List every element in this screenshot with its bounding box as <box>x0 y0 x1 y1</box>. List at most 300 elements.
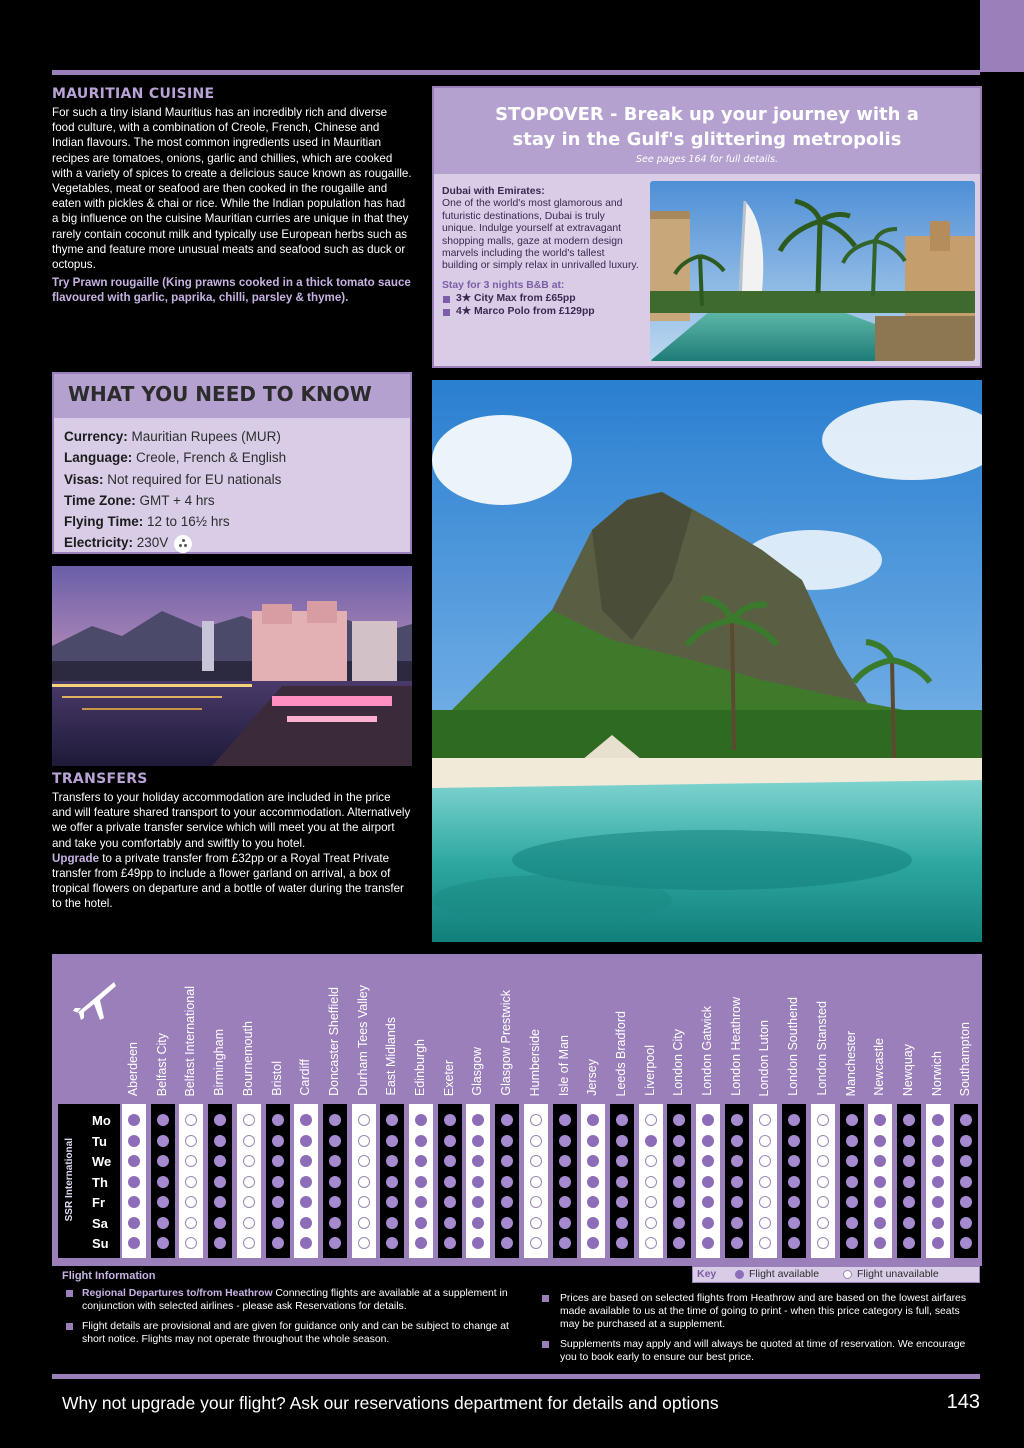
flight-available-icon <box>874 1196 886 1208</box>
airport-label: Southampton <box>958 1021 973 1096</box>
flight-available-icon <box>300 1196 312 1208</box>
flight-unavailable-icon <box>358 1114 370 1126</box>
flight-unavailable-icon <box>645 1217 657 1229</box>
le-morne-beach-photo <box>432 380 982 942</box>
pricing-notes <box>540 1292 980 1371</box>
airport-column <box>266 1104 290 1258</box>
key-available-label: Flight available <box>749 1268 820 1280</box>
flight-available-icon <box>559 1217 571 1229</box>
day-label: Sa <box>92 1215 108 1231</box>
airport-label: Cardiff <box>298 1059 313 1096</box>
key-unavailable-label: Flight unavailable <box>857 1268 939 1280</box>
airport-label: Newquay <box>900 1043 915 1096</box>
airport-label: Belfast International <box>183 985 198 1096</box>
airport-label: London Luton <box>757 1019 772 1096</box>
transfers-title: TRANSFERS <box>52 771 148 787</box>
cuisine-try-text: Try Prawn rougaille (King prawns cooked in a thick tomato sauce flavoured with garlic, paprika, chilli, parsley & thyme). <box>52 276 411 305</box>
flight-available-icon <box>214 1176 226 1188</box>
flight-unavailable-icon <box>358 1217 370 1229</box>
flight-unavailable-icon <box>530 1237 542 1249</box>
flight-unavailable-icon <box>185 1114 197 1126</box>
port-louis-night-photo <box>52 566 412 766</box>
flight-unavailable-icon <box>817 1114 829 1126</box>
airport-column <box>179 1104 203 1258</box>
flight-available-icon <box>559 1155 571 1167</box>
flight-unavailable-icon <box>185 1196 197 1208</box>
footer-upgrade-text: Why not upgrade your flight? Ask our reservations department for details and options <box>62 1393 719 1413</box>
flight-available-icon <box>329 1176 341 1188</box>
day-column <box>58 1104 120 1258</box>
flight-unavailable-icon <box>530 1135 542 1147</box>
need-to-know-list <box>54 418 410 554</box>
flight-unavailable-icon <box>358 1135 370 1147</box>
flight-available-icon <box>903 1237 915 1249</box>
airplane-icon <box>70 974 120 1024</box>
flight-available-icon <box>415 1217 427 1229</box>
flight-available-icon <box>128 1176 140 1188</box>
upgrade-text: to a private transfer from £32pp or a Royal Treat Private transfer from £49pp to include a flower garland on arrival, a box of tropical flowers on departure and a bottle of water during the transfer to the hotel. <box>52 851 404 911</box>
flight-unavailable-icon <box>243 1196 255 1208</box>
dubai-photo <box>650 181 975 361</box>
flight-available-icon <box>673 1217 685 1229</box>
flight-unavailable-icon <box>817 1196 829 1208</box>
regional-label: Regional Departures to/from Heathrow <box>82 1288 273 1299</box>
airport-label: Edinburgh <box>413 1039 427 1096</box>
airport-column <box>294 1104 318 1258</box>
airport-label: London Gatwick <box>700 1006 714 1096</box>
flight-available-icon <box>846 1237 858 1249</box>
flight-available-icon <box>472 1217 484 1229</box>
flight-available-icon <box>157 1114 169 1126</box>
flight-info-title: Flight Information <box>62 1270 156 1282</box>
flight-available-icon <box>846 1217 858 1229</box>
flight-unavailable-icon <box>243 1155 255 1167</box>
electricity-label: Electricity: <box>64 535 134 551</box>
flight-available-icon <box>157 1176 169 1188</box>
currency-value: Mauritian Rupees (MUR) <box>127 429 281 444</box>
stopover-stay-label: Stay for 3 nights B&B at: <box>442 279 565 291</box>
transfers-section <box>52 771 412 912</box>
flight-available-icon <box>329 1196 341 1208</box>
flight-unavailable-icon <box>817 1155 829 1167</box>
flight-available-icon <box>846 1114 858 1126</box>
airport-column <box>667 1104 691 1258</box>
flight-available-icon <box>587 1176 599 1188</box>
flight-available-icon <box>616 1196 628 1208</box>
airport-label: London Heathrow <box>728 997 743 1096</box>
flight-available-icon <box>903 1217 915 1229</box>
flight-available-icon <box>702 1135 714 1147</box>
flight-available-icon <box>444 1155 456 1167</box>
time-zone-row <box>64 490 410 511</box>
flight-unavailable-icon <box>530 1176 542 1188</box>
airport-label: Norwich <box>929 1050 944 1096</box>
flight-unavailable-icon <box>185 1135 197 1147</box>
flight-available-icon <box>788 1135 800 1147</box>
flight-available-icon <box>128 1114 140 1126</box>
flight-unavailable-icon <box>243 1176 255 1188</box>
flight-available-icon <box>932 1135 944 1147</box>
airport-column <box>352 1104 376 1258</box>
flight-available-icon <box>272 1196 284 1208</box>
airport-column <box>208 1104 232 1258</box>
airport-label: Bristol <box>269 1061 284 1096</box>
airport-column <box>897 1104 921 1258</box>
flight-unavailable-icon <box>645 1155 657 1167</box>
flight-available-icon <box>903 1114 915 1126</box>
page-number: 143 <box>946 1391 980 1413</box>
airport-column <box>696 1104 720 1258</box>
day-label: Mo <box>92 1113 111 1128</box>
airport-label: Glasgow <box>470 1047 485 1096</box>
stopover-options <box>442 293 640 318</box>
airport-label: Humberside <box>527 1028 542 1096</box>
airport-label: Exeter <box>441 1059 456 1096</box>
flight-unavailable-icon <box>817 1237 829 1249</box>
flight-available-icon <box>702 1217 714 1229</box>
flight-available-icon <box>472 1176 484 1188</box>
flight-available-icon <box>272 1135 284 1147</box>
airport-column <box>438 1104 462 1258</box>
flight-available-icon <box>501 1237 513 1249</box>
airport-column <box>237 1104 261 1258</box>
flight-available-icon <box>587 1217 599 1229</box>
flight-available-icon <box>501 1176 513 1188</box>
top-divider <box>52 70 980 75</box>
flight-unavailable-icon <box>759 1176 771 1188</box>
airport-column <box>122 1104 146 1258</box>
flight-available-icon <box>788 1196 800 1208</box>
flight-available-icon <box>673 1237 685 1249</box>
flight-available-icon <box>960 1237 972 1249</box>
transfers-body: Transfers to your holiday accommodation are included in the price and will feature shared transport to your accommodation. Alternatively we offer a private transfer service which will meet you at the airport and take you comfortably and swiftly to you hotel. <box>52 791 411 850</box>
airport-label: London Southend <box>786 997 801 1096</box>
page-tab <box>980 0 1024 72</box>
flight-available-icon <box>616 1176 628 1188</box>
flight-available-icon <box>386 1155 398 1167</box>
flight-available-icon <box>616 1217 628 1229</box>
flight-available-icon <box>214 1196 226 1208</box>
flight-available-icon <box>272 1176 284 1188</box>
flight-unavailable-icon <box>530 1196 542 1208</box>
flight-available-icon <box>960 1114 972 1126</box>
flight-available-icon <box>329 1135 341 1147</box>
flight-available-icon <box>128 1237 140 1249</box>
airport-column <box>466 1104 490 1258</box>
flight-available-icon <box>214 1135 226 1147</box>
flight-unavailable-icon <box>645 1176 657 1188</box>
flight-available-icon <box>415 1155 427 1167</box>
flight-available-icon <box>157 1155 169 1167</box>
flight-available-icon <box>157 1237 169 1249</box>
electricity-row <box>64 532 410 553</box>
flight-available-icon <box>415 1176 427 1188</box>
airport-label: Bournemouth <box>240 1020 255 1096</box>
flight-available-icon <box>731 1217 743 1229</box>
flight-available-icon <box>731 1114 743 1126</box>
language-value: Creole, French & English <box>132 450 287 466</box>
flight-available-icon <box>444 1217 456 1229</box>
flight-available-icon <box>128 1217 140 1229</box>
airport-label: Durham Tees Valley <box>355 985 370 1096</box>
language-row <box>64 447 410 468</box>
flight-available-icon <box>702 1237 714 1249</box>
flight-available-icon <box>616 1135 628 1147</box>
flight-availability-table <box>52 954 982 1266</box>
flight-unavailable-icon <box>243 1237 255 1249</box>
flight-available-icon <box>501 1135 513 1147</box>
airport-column <box>610 1104 634 1258</box>
transfers-upgrade <box>52 851 412 912</box>
flight-available-icon <box>128 1155 140 1167</box>
flight-available-icon <box>903 1176 915 1188</box>
flight-unavailable-icon <box>358 1196 370 1208</box>
airport-column <box>409 1104 433 1258</box>
flight-available-icon <box>846 1176 858 1188</box>
flight-available-icon <box>874 1176 886 1188</box>
visas-value: Not required for EU nationals <box>103 471 282 487</box>
flight-information <box>62 1270 512 1353</box>
flight-available-icon <box>444 1237 456 1249</box>
airport-column <box>380 1104 404 1258</box>
flight-available-icon <box>731 1237 743 1249</box>
electricity-value: 230V <box>133 535 169 551</box>
flight-unavailable-icon <box>759 1237 771 1249</box>
flight-unavailable-icon <box>645 1196 657 1208</box>
airport-column <box>954 1104 978 1258</box>
flight-available-icon <box>559 1176 571 1188</box>
day-label: Fr <box>92 1195 105 1210</box>
airport-label: Aberdeen <box>126 1041 140 1096</box>
flight-available-icon <box>386 1135 398 1147</box>
flight-available-icon <box>874 1217 886 1229</box>
stopover-box <box>432 86 982 368</box>
flight-available-icon <box>903 1135 915 1147</box>
flight-available-icon <box>932 1114 944 1126</box>
flight-available-icon <box>587 1135 599 1147</box>
flight-available-icon <box>932 1217 944 1229</box>
flight-available-icon <box>587 1155 599 1167</box>
flight-available-icon <box>472 1237 484 1249</box>
airport-column <box>524 1104 548 1258</box>
airport-column <box>553 1104 577 1258</box>
need-to-know-box <box>52 372 412 554</box>
stopover-option: 3★ City Max from £65pp <box>442 293 640 305</box>
flight-available-icon <box>559 1196 571 1208</box>
time-zone-label: Time Zone: <box>64 492 136 508</box>
flight-available-icon <box>444 1135 456 1147</box>
flight-available-icon <box>788 1155 800 1167</box>
flight-available-icon <box>673 1155 685 1167</box>
flight-available-icon <box>874 1155 886 1167</box>
flight-available-icon <box>501 1155 513 1167</box>
need-to-know-title: WHAT YOU NEED TO KNOW <box>54 374 410 418</box>
airport-label: Birmingham <box>212 1029 227 1096</box>
ssr-international-label: SSR International <box>64 1138 75 1222</box>
airport-label: Leeds Bradford <box>613 1010 628 1096</box>
visas-label: Visas: <box>64 471 104 487</box>
flight-unavailable-icon <box>817 1135 829 1147</box>
flight-unavailable-icon <box>645 1114 657 1126</box>
flight-available-icon <box>932 1176 944 1188</box>
flight-available-icon <box>214 1155 226 1167</box>
airport-column <box>840 1104 864 1258</box>
upgrade-label: Upgrade <box>52 851 100 865</box>
flight-available-icon <box>587 1196 599 1208</box>
flight-available-icon <box>587 1114 599 1126</box>
airport-column <box>782 1104 806 1258</box>
stopover-details <box>442 186 640 318</box>
airport-column <box>151 1104 175 1258</box>
flight-available-icon <box>673 1135 685 1147</box>
flight-available-icon <box>960 1196 972 1208</box>
regional-text: Connecting flights are available at a supplement in conjunction with selected airlines - please ask Reservations for details. <box>82 1288 508 1312</box>
airport-column <box>725 1104 749 1258</box>
flight-available-icon <box>903 1196 915 1208</box>
flight-available-icon <box>960 1217 972 1229</box>
flight-available-icon <box>214 1237 226 1249</box>
flight-available-icon <box>157 1217 169 1229</box>
flight-available-icon <box>903 1155 915 1167</box>
flight-unavailable-icon <box>358 1176 370 1188</box>
flight-available-icon <box>472 1196 484 1208</box>
flight-available-icon <box>616 1155 628 1167</box>
flight-available-icon <box>415 1135 427 1147</box>
visas-row <box>64 469 410 490</box>
flight-unavailable-icon <box>645 1237 657 1249</box>
flight-available-icon <box>735 1270 744 1279</box>
flying-time-value: 12 to 16½ hrs <box>143 514 230 530</box>
cuisine-section <box>52 86 412 306</box>
flight-available-icon <box>386 1114 398 1126</box>
airport-column <box>323 1104 347 1258</box>
flight-available-icon <box>501 1114 513 1126</box>
flight-available-icon <box>559 1237 571 1249</box>
flight-unavailable-icon <box>243 1135 255 1147</box>
flight-available-icon <box>559 1135 571 1147</box>
flight-available-icon <box>960 1135 972 1147</box>
flight-available-icon <box>444 1176 456 1188</box>
flight-available-icon <box>300 1217 312 1229</box>
flight-available-icon <box>415 1114 427 1126</box>
flight-available-icon <box>300 1135 312 1147</box>
key-title: Key <box>697 1268 717 1280</box>
flight-unavailable-icon <box>185 1176 197 1188</box>
flight-available-icon <box>329 1114 341 1126</box>
airport-column <box>495 1104 519 1258</box>
flight-available-icon <box>214 1217 226 1229</box>
flight-unavailable-icon <box>358 1155 370 1167</box>
airport-label: Jersey <box>585 1059 600 1096</box>
flight-available-icon <box>932 1237 944 1249</box>
flight-available-icon <box>128 1135 140 1147</box>
currency-row <box>64 426 410 447</box>
flight-available-icon <box>846 1135 858 1147</box>
cuisine-body: For such a tiny island Mauritius has an incredibly rich and diverse food culture, with a combination of Creole, French, Chinese and Indian flavours. The most common ingredients used in Mauritian recipes are tomatoes, onions, garlic and chillies, which are cooked with a variety of spices to create a delicious sauce known as rougaille. Vegetables, meat or seafood are then cooked in the rougaille and eaten with pickles & chai or rice. While the Indian population has had a big influence on the cuisine Mauritian curries are unique in that they rarely contain coconut milk and typically use European herbs such as thyme and feature more unusual meats and seafood such as duck or octopus. <box>52 106 412 272</box>
airport-column <box>811 1104 835 1258</box>
flight-available-icon <box>272 1114 284 1126</box>
stopover-title-line1: STOPOVER - Break up your journey with a <box>495 104 919 125</box>
flight-available-icon <box>157 1196 169 1208</box>
flight-available-icon <box>386 1196 398 1208</box>
flight-available-icon <box>272 1217 284 1229</box>
flight-details-note: Flight details are provisional and are given for guidance only and can be subject to change at short notice. Flights may not operate throughout the whole season. <box>62 1320 512 1346</box>
flight-available-icon <box>673 1196 685 1208</box>
flight-info-list <box>62 1287 512 1346</box>
airport-label: London Stansted <box>814 1001 829 1096</box>
flight-available-icon <box>300 1155 312 1167</box>
flight-available-icon <box>272 1155 284 1167</box>
flight-unavailable-icon <box>530 1155 542 1167</box>
flight-available-icon <box>846 1155 858 1167</box>
airport-column <box>581 1104 605 1258</box>
airport-label: Belfast City <box>154 1032 169 1096</box>
airport-label: Manchester <box>843 1030 858 1096</box>
airport-label: Doncaster Sheffield <box>326 987 341 1096</box>
flight-unavailable-icon <box>185 1237 197 1249</box>
flight-unavailable-icon <box>817 1176 829 1188</box>
flight-available-icon <box>673 1114 685 1126</box>
flight-available-icon <box>616 1114 628 1126</box>
flying-time-row <box>64 511 410 532</box>
flight-available-icon <box>272 1237 284 1249</box>
flight-available-icon <box>788 1217 800 1229</box>
flight-available-icon <box>472 1155 484 1167</box>
flight-available-icon <box>128 1196 140 1208</box>
cuisine-title: MAURITIAN CUISINE <box>52 86 215 102</box>
currency-label: Currency: <box>64 429 128 444</box>
flight-available-icon <box>616 1237 628 1249</box>
flight-available-icon <box>702 1176 714 1188</box>
flight-unavailable-icon <box>358 1237 370 1249</box>
flight-available-icon <box>702 1155 714 1167</box>
flight-available-icon <box>501 1217 513 1229</box>
airport-label: London City <box>671 1029 686 1096</box>
flight-available-icon <box>874 1237 886 1249</box>
flight-available-icon <box>444 1114 456 1126</box>
flight-available-icon <box>587 1237 599 1249</box>
flight-available-icon <box>501 1196 513 1208</box>
flying-time-label: Flying Time: <box>64 514 144 530</box>
flight-available-icon <box>731 1196 743 1208</box>
flight-unavailable-icon <box>759 1135 771 1147</box>
flight-available-icon <box>300 1176 312 1188</box>
flight-available-icon <box>874 1114 886 1126</box>
flight-available-icon <box>559 1114 571 1126</box>
stopover-option: 4★ Marco Polo from £129pp <box>442 306 640 318</box>
flight-available-icon <box>157 1135 169 1147</box>
flight-unavailable-icon <box>759 1196 771 1208</box>
flight-available-icon <box>415 1237 427 1249</box>
plug-socket-icon <box>174 535 192 553</box>
flight-unavailable-icon <box>185 1217 197 1229</box>
flight-available-icon <box>444 1196 456 1208</box>
airport-label: Liverpool <box>642 1045 657 1096</box>
airport-column <box>926 1104 950 1258</box>
airport-label: Isle of Man <box>556 1034 571 1096</box>
flight-available-icon <box>415 1196 427 1208</box>
flight-available-icon <box>731 1155 743 1167</box>
day-label: Tu <box>92 1133 107 1149</box>
flight-unavailable-icon <box>243 1217 255 1229</box>
airport-label: Glasgow Prestwick <box>499 990 514 1096</box>
prices-note: Prices are based on selected flights from Heathrow and are based on the lowest airfares made available to us at the time of going to print - when this price category is full, seats may be purchased at a supplement. <box>540 1292 980 1331</box>
flight-available-icon <box>214 1114 226 1126</box>
flight-unavailable-icon <box>759 1114 771 1126</box>
flight-unavailable-icon <box>843 1270 852 1279</box>
day-label: We <box>92 1154 112 1169</box>
flight-key <box>692 1266 980 1283</box>
